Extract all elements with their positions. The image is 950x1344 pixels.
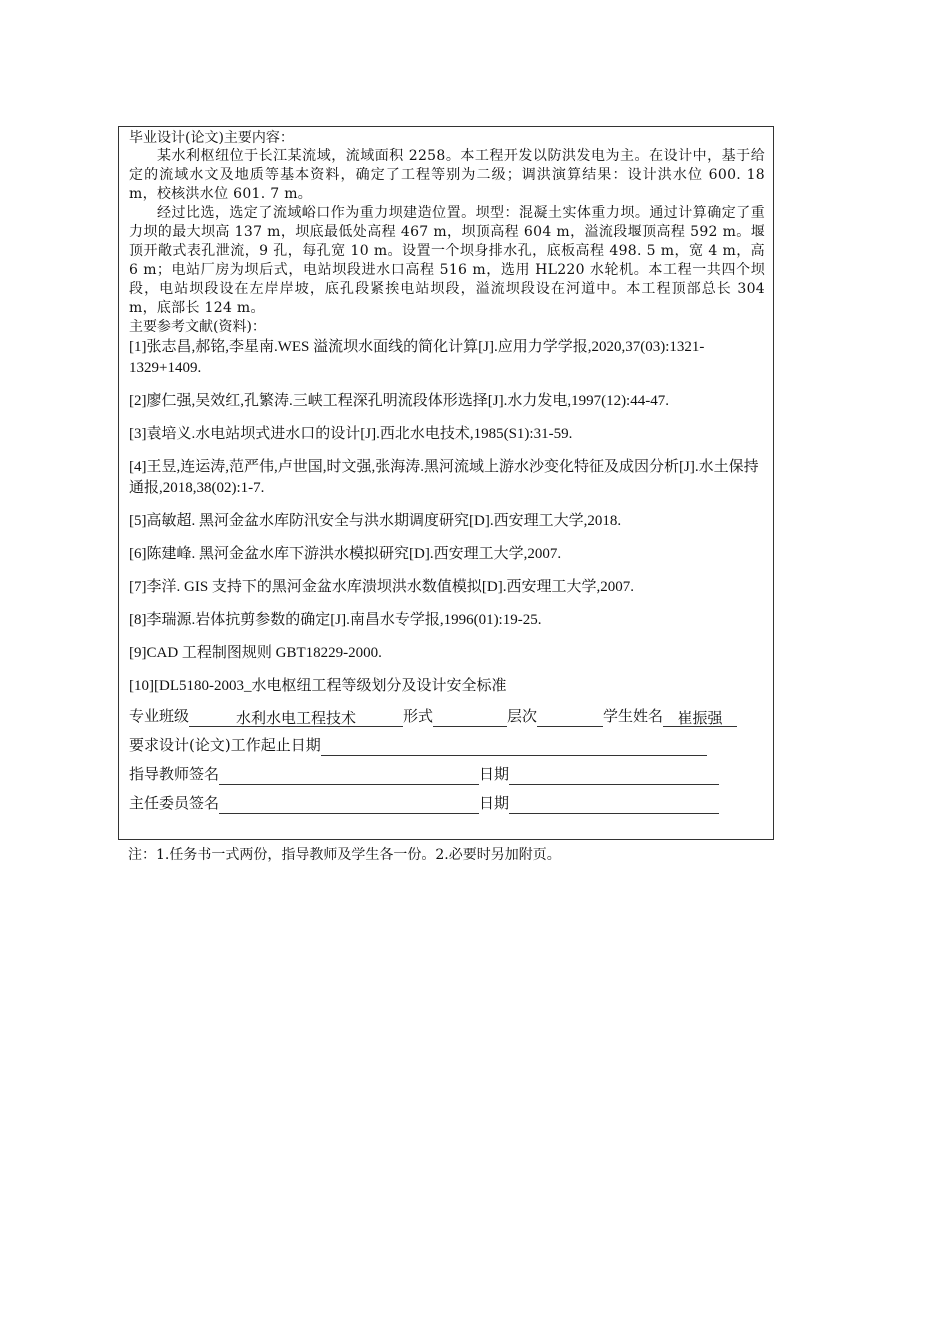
dates-label: 要求设计(论文)工作起止日期 <box>129 736 321 754</box>
director-date-label: 日期 <box>479 794 510 812</box>
level-field[interactable] <box>537 707 603 727</box>
student-name-field[interactable]: 崔振强 <box>663 707 737 727</box>
reference-item: [5]高敏超. 黑河金盆水库防汛安全与洪水期调度研究[D].西安理工大学,2018. <box>129 513 622 529</box>
reference-item: [8]李瑞源.岩体抗剪参数的确定[J].南昌水专学报,1996(01):19-25. <box>129 612 542 628</box>
reference-item: [2]廖仁强,吴效红,孔繁涛.三峡工程深孔明流段体形选择[J].水力发电,1997(12):44-47. <box>129 393 669 409</box>
reference-item: [1]张志昌,郝铭,李星南.WES 溢流坝水面线的简化计算[J].应用力学学报,2020,37(03):1321-1329+1409. <box>129 339 705 376</box>
reference-item: [4]王昱,连运涛,范严伟,卢世国,时文强,张海涛.黑河流域上游水沙变化特征及成因分析[J].水土保持通报,2018,38(02):1-7. <box>129 459 759 496</box>
advisor-signature-label: 指导教师签名 <box>129 765 220 783</box>
reference-item: [6]陈建峰. 黑河金盆水库下游洪水模拟研究[D].西安理工大学,2007. <box>129 546 562 562</box>
advisor-date-field[interactable] <box>509 765 719 785</box>
main-content <box>129 129 765 709</box>
signature-form <box>129 705 765 821</box>
references-heading: 主要参考文献(资料)： <box>129 319 266 335</box>
dates-field[interactable] <box>321 736 707 756</box>
director-row <box>129 792 765 821</box>
task-form-box <box>118 126 774 840</box>
content-heading: 毕业设计(论文)主要内容： <box>129 130 294 146</box>
reference-item: [3]袁培义.水电站坝式进水口的设计[J].西北水电技术,1985(S1):31-59. <box>129 426 573 442</box>
advisor-row <box>129 763 765 792</box>
director-signature-field[interactable] <box>219 794 479 814</box>
dates-row <box>129 734 765 763</box>
major-field[interactable]: 水利水电工程技术 <box>189 707 403 727</box>
director-date-field[interactable] <box>509 794 719 814</box>
major-label: 专业班级 <box>129 707 190 725</box>
student-name-label: 学生姓名 <box>603 707 664 725</box>
form-type-label: 形式 <box>403 707 434 725</box>
advisor-date-label: 日期 <box>479 765 510 783</box>
content-paragraph-2: 经过比选，选定了流域峪口作为重力坝建造位置。坝型：混凝土实体重力坝。通过计算确定了重力坝的最大坝高 137 m，坝底最低处高程 467 m，坝顶高程 604 m，溢流段堰顶高程 592 m。堰顶开敞式表孔泄流，9 孔，每孔宽 10 m。设置一个坝身排水孔，底板高程 498. 5 m，宽 4 m，高 6 m；电站厂房为坝后式，电站坝段进水口高程 516 m，选用 HL220 水轮机。本工程一共四个坝段，电站坝段设在左岸岸坡，底孔段紧挨电站坝段，溢流坝段设在河道中。本工程顶部总长 304 m，底部长 124 m。 <box>129 205 765 316</box>
reference-item: [9]CAD 工程制图规则 GBT18229-2000. <box>129 645 382 661</box>
content-paragraph-1: 某水利枢纽位于长江某流域，流域面积 2258。本工程开发以防洪发电为主。在设计中，基于给定的流域水文及地质等基本资料，确定了工程等别为二级；调洪演算结果：设计洪水位 600. 18 m，校核洪水位 601. 7 m。 <box>129 148 765 202</box>
advisor-signature-field[interactable] <box>219 765 479 785</box>
student-info-row <box>129 705 765 734</box>
level-label: 层次 <box>507 707 538 725</box>
reference-item: [10][DL5180-2003_水电枢纽工程等级划分及设计安全标准 <box>129 678 507 694</box>
form-type-field[interactable] <box>433 707 507 727</box>
reference-item: [7]李洋. GIS 支持下的黑河金盆水库溃坝洪水数值模拟[D].西安理工大学,2007. <box>129 579 634 595</box>
footnote: 注：1.任务书一式两份，指导教师及学生各一份。2.必要时另加附页。 <box>128 847 561 863</box>
director-signature-label: 主任委员签名 <box>129 794 220 812</box>
reference-list <box>129 337 765 697</box>
